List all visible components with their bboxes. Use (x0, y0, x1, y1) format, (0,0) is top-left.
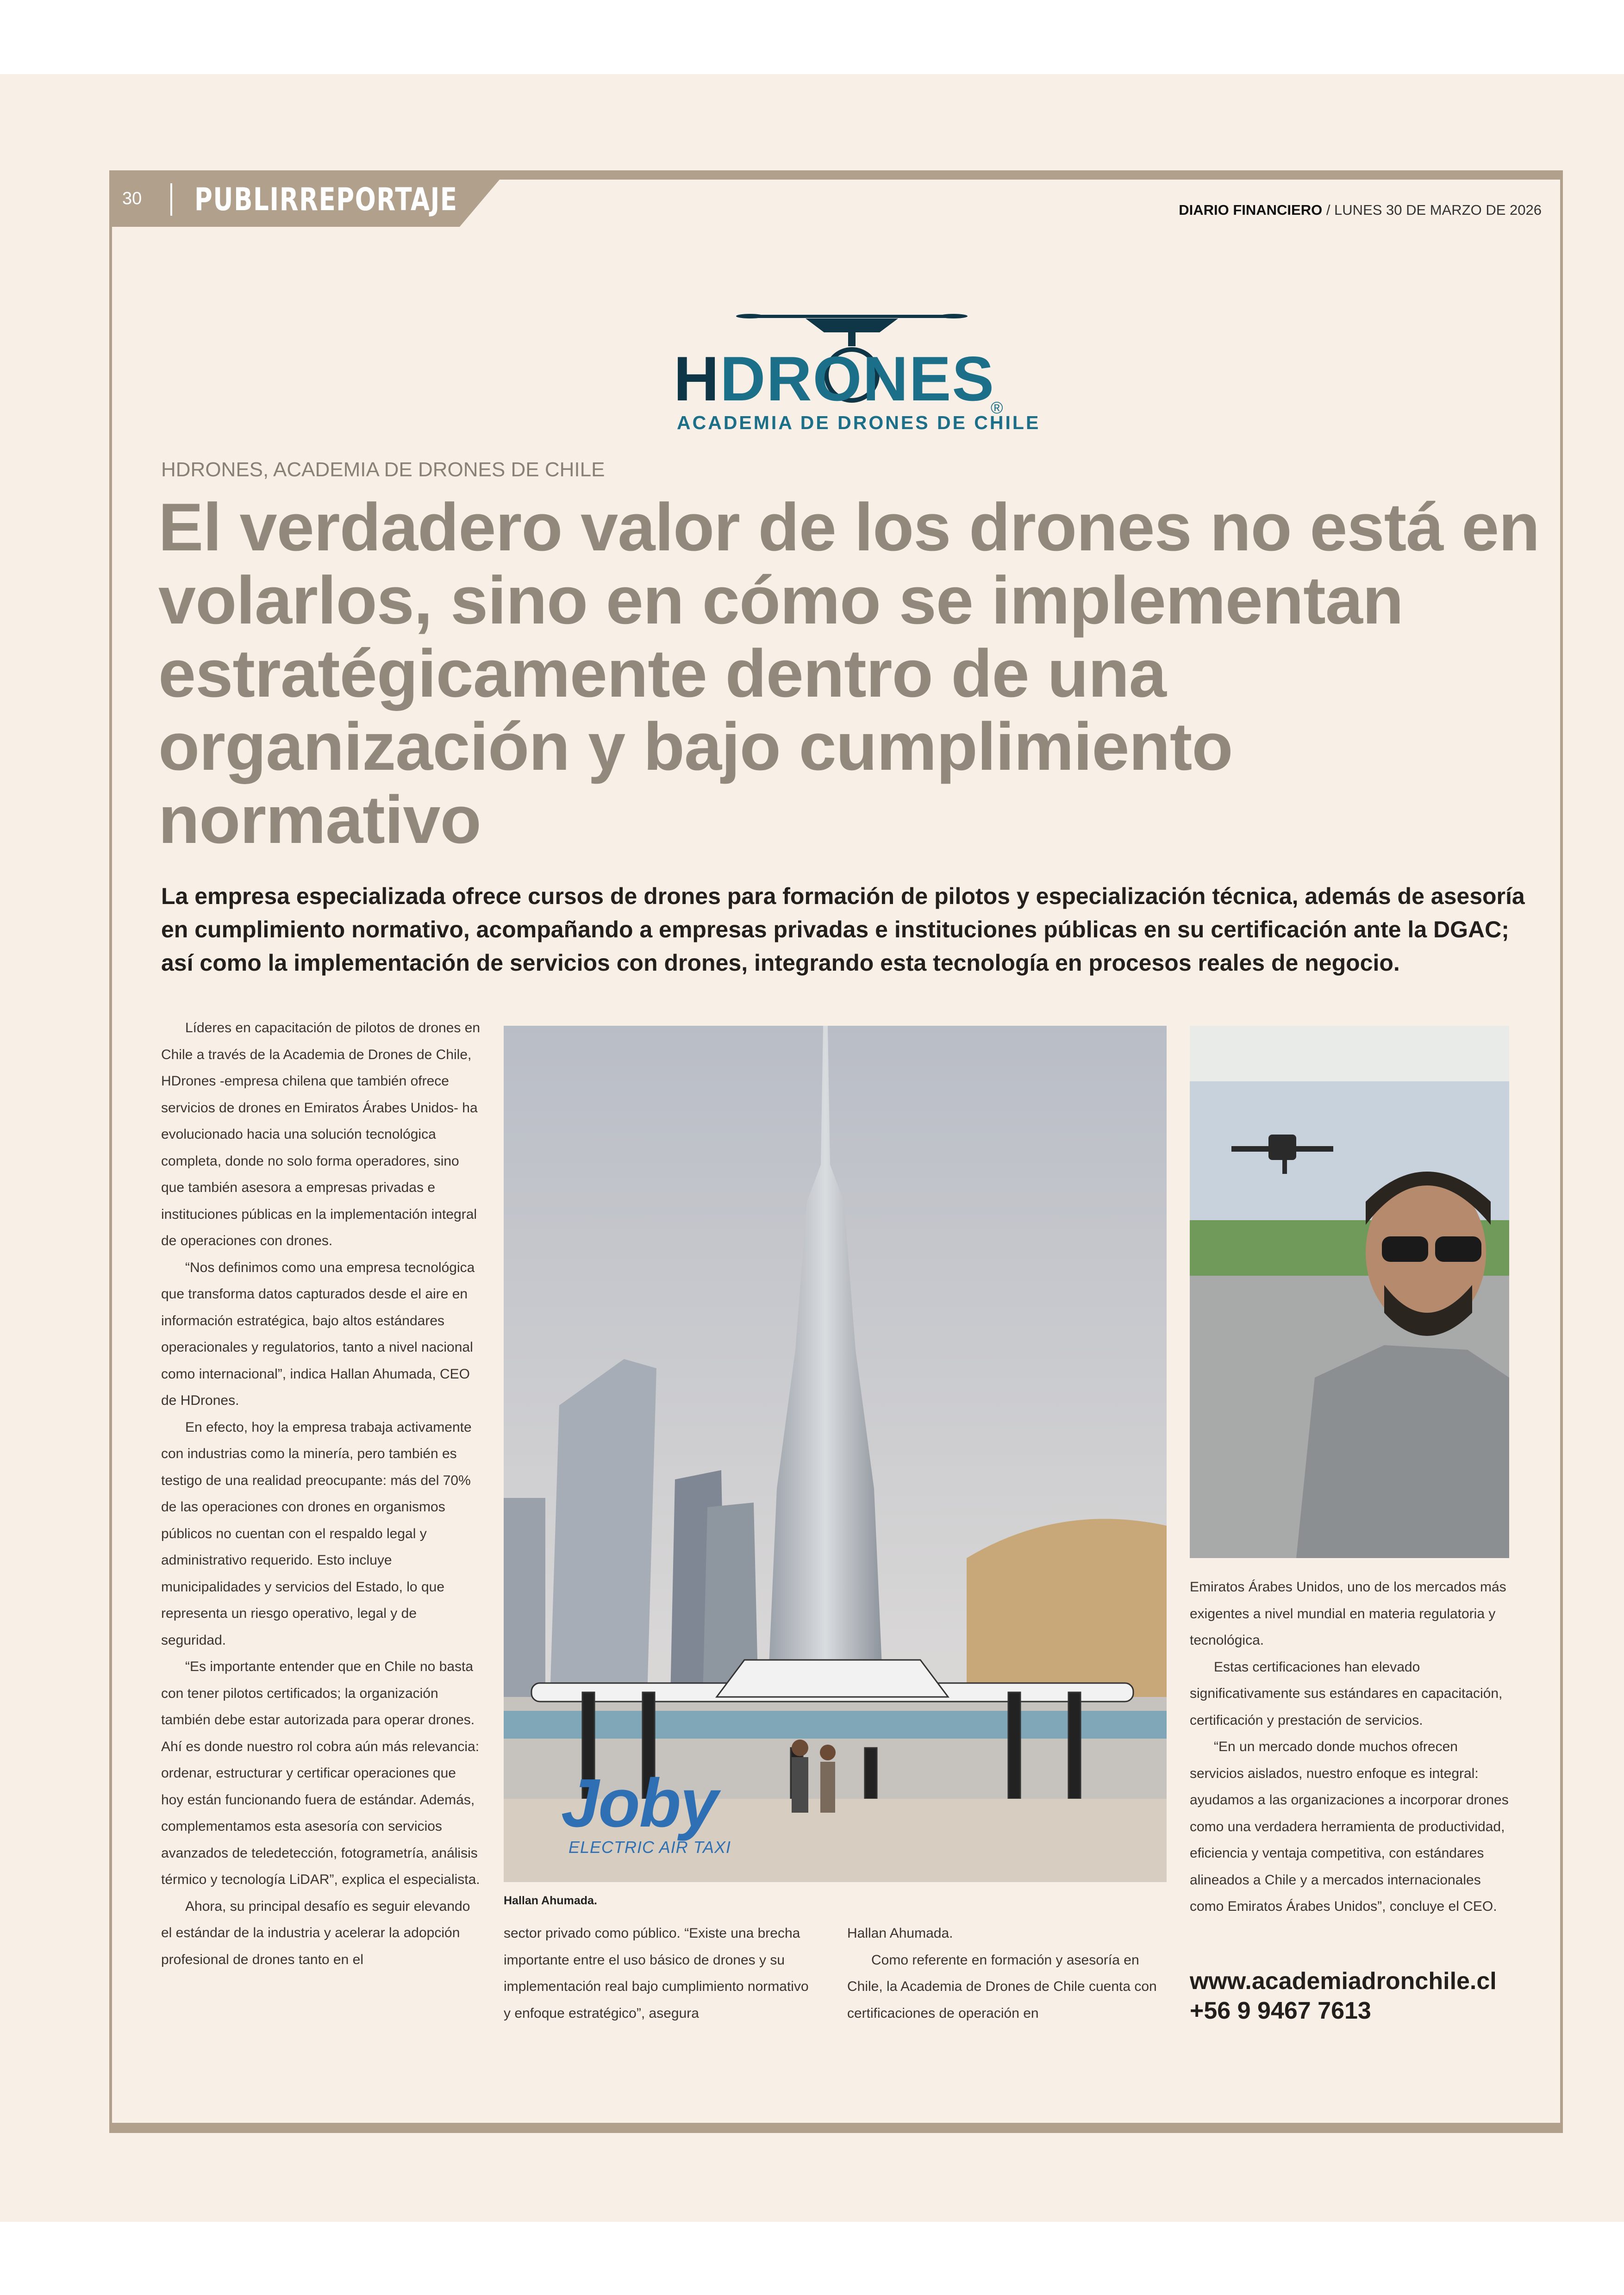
logo-word: DRONES (720, 343, 995, 414)
article-headline: El verdadero valor de los drones no está en volarlos, sino en cómo se implementan estratégicamente dentro de una organización y bajo cumplimiento normativo (158, 489, 1540, 857)
paragraph: Estas certificaciones han elevado significativamente sus estándares en capacitación, certificación y prestación de servicios. (1190, 1659, 1503, 1728)
paragraph: Ahora, su principal desafío es seguir elevando el estándar de la industria y acelerar la adopción profesional de drones tanto en el (161, 1898, 470, 1967)
paragraph: sector privado como público. “Existe una brecha importante entre el uso básico de drones y su implementación real bajo cumplimiento normativo y enfoque estratégico”, asegura (504, 1926, 809, 2021)
paragraph: En efecto, hoy la empresa trabaja activamente con industrias como la minería, pero también es testigo de una realidad preocupante: más del 70% de las operaciones con drones en organismos públicos no cuentan con el respaldo legal y administrativo requerido. Esto incluye municipalidades y servicios del Estado, lo que representa un riesgo operativo, legal y de seguridad. (161, 1419, 472, 1648)
paragraph: “Es importante entender que en Chile no basta con tener pilotos certificados; la organización también debe estar autorizada para operar drones. Ahí es donde nuestro rol cobra aún más relevancia: ordenar, estructurar y certificar operaciones que hoy están funcionando fuera de estándar. Además, complementamos esta asesoría con servicios avanzados de teledetección, fotogrametría, análisis térmico y tecnología LiDAR”, explica el especialista. (161, 1659, 480, 1887)
drone-arm-icon (750, 315, 954, 318)
logo-wordmark (674, 343, 995, 414)
section-label: PUBLIRREPORTAJE (194, 181, 458, 218)
logo-initial: H (674, 343, 720, 414)
body-column-4 (1190, 1574, 1514, 1920)
photo-caption: Hallan Ahumada. (504, 1894, 597, 1907)
joby-sign: Joby (561, 1765, 718, 1841)
paragraph: Como referente en formación y asesoría en Chile, la Academia de Drones de Chile cuenta con certificaciones de operación en (847, 1952, 1157, 2021)
tab-divider (170, 183, 172, 216)
publication-name: DIARIO FINANCIERO (1179, 202, 1323, 218)
phone-number[interactable]: +56 9 9467 7613 (1190, 1997, 1371, 2024)
paragraph: “Nos definimos como una empresa tecnológica que transforma datos capturados desde el aire en información estratégica, bajo altos estándares operacionales y regulatorios, tanto a nivel nacional como internacional”, indica Hallan Ahumada, CEO de HDrones. (161, 1260, 475, 1408)
article-lede: La empresa especializada ofrece cursos de drones para formación de pilotos y especialización técnica, además de asesoría en cumplimiento normativo, acompañando a empresas privadas e instituciones públicas en su certificación ante la DGAC; así como la implementación de servicios con drones, integrando esta tecnología en procesos reales de negocio. (161, 883, 1525, 976)
burj-khalifa-photo (504, 1026, 1167, 1882)
logo-tagline: ACADEMIA DE DRONES DE CHILE (677, 412, 1041, 433)
joby-sign-subtitle: ELECTRIC AIR TAXI (568, 1838, 731, 1857)
paragraph: Líderes en capacitación de pilotos de drones en Chile a través de la Academia de Drones de Chile, HDrones -empresa chilena que también ofrece servicios de drones en Emiratos Árabes Unidos- ha evolucionado hacia una solución tecnológica completa, donde no solo forma operadores, sino que también asesora a empresas privadas e instituciones públicas en la implementación integral de operaciones con drones. (161, 1020, 481, 1248)
body-column-3 (847, 1920, 1162, 2027)
skyscraper (550, 1359, 656, 1697)
paragraph: Hallan Ahumada. (847, 1926, 953, 1941)
drone-body-icon (806, 318, 898, 332)
article-kicker: HDRONES, ACADEMIA DE DRONES DE CHILE (161, 458, 605, 481)
ceo-portrait-photo (1190, 1026, 1509, 1558)
dateline (1179, 202, 1542, 218)
paragraph: “En un mercado donde muchos ofrecen servicios aislados, nuestro enfoque es integral: ayudamos a las organizaciones a incorporar drones como una verdadera herramienta de productividad, eficiencia y ventaja competitiva, con estándares alineados a Chile y a mercados internacionales como Emiratos Árabes Unidos”, concluye el CEO. (1190, 1739, 1509, 1914)
paragraph: Emiratos Árabes Unidos, uno de los mercados más exigentes a nivel mundial en materia regulatoria y tecnológica. (1190, 1579, 1506, 1648)
publication-date: / LUNES 30 DE MARZO DE 2026 (1326, 202, 1542, 218)
website-link[interactable]: www.academiadronchile.cl (1190, 1968, 1497, 1995)
body-column-1 (161, 1015, 481, 1973)
body-column-2 (504, 1920, 818, 2027)
registered-mark: ® (991, 398, 1003, 417)
page-number: 30 (122, 189, 142, 208)
